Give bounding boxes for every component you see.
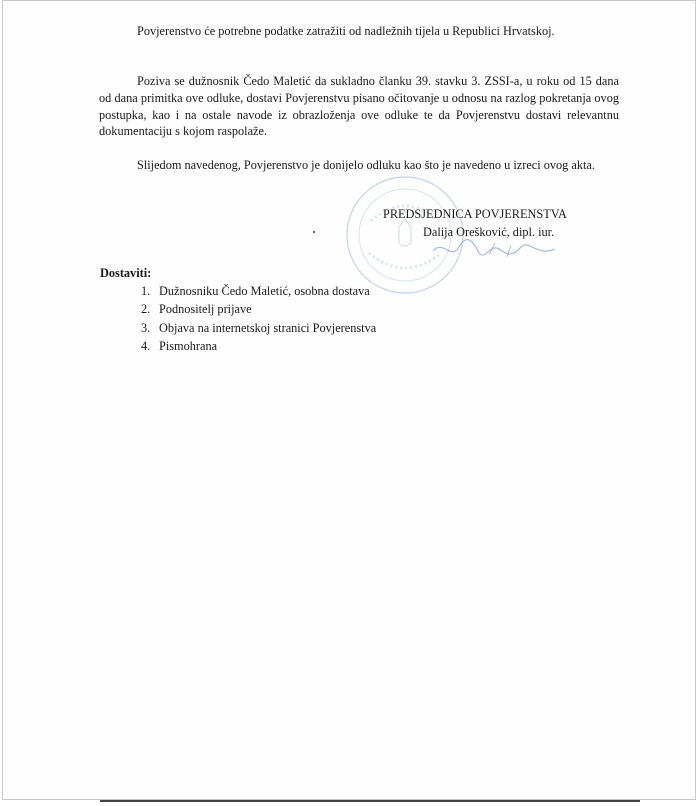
list-item [133,300,376,318]
paragraph-data-request: Povjerenstvo će potrebne podatke zatražiti od nadležnih tijela u Republici Hrvatskoj. [137,24,555,38]
list-item-number: 4. [141,338,151,353]
signatory-title: PREDSJEDNICA POVJERENSTVA [383,207,567,221]
distribution-list [133,282,376,355]
list-item [133,282,376,300]
stray-mark [313,231,315,233]
list-item [133,319,376,337]
list-item-text: Pismohrana [159,338,218,353]
list-item-number: 3. [141,320,151,335]
page-bottom-rule [100,800,640,802]
paragraph-conclusion: Slijedom navedenog, Povjerenstvo je donijelo odluku kao što je navedeno u izreci ovog akta. [137,158,595,172]
paragraph-invitation: Poziva se dužnosnik Čedo Maletić da sukladno članku 39. stavku 3. ZSSI-a, u roku od 15 dana od dana primitka ove odluke, dostavi Povjerenstvu pisano očitovanje u odnosu na razlog pokretanja ovog postupka, kao i na ostale navode iz obrazloženja ove odluke te da Povjerenstvu dostavi relevantnu dokumentaciju s kojom raspolaže. [99,74,619,139]
list-item-number: 1. [141,284,151,298]
list-item-text: Dužnosniku Čedo Maletić, osobna dostava [159,284,370,298]
signatory-name: Dalija Orešković, dipl. iur. [423,225,555,239]
distribution-heading: Dostaviti: [100,266,152,280]
list-item-number: 2. [141,302,151,317]
list-item-text: Objava na internetskoj stranici Povjerenstva [159,320,377,335]
list-item [133,337,376,355]
list-item-text: Podnositelj prijave [159,302,252,317]
document-page [2,0,696,800]
